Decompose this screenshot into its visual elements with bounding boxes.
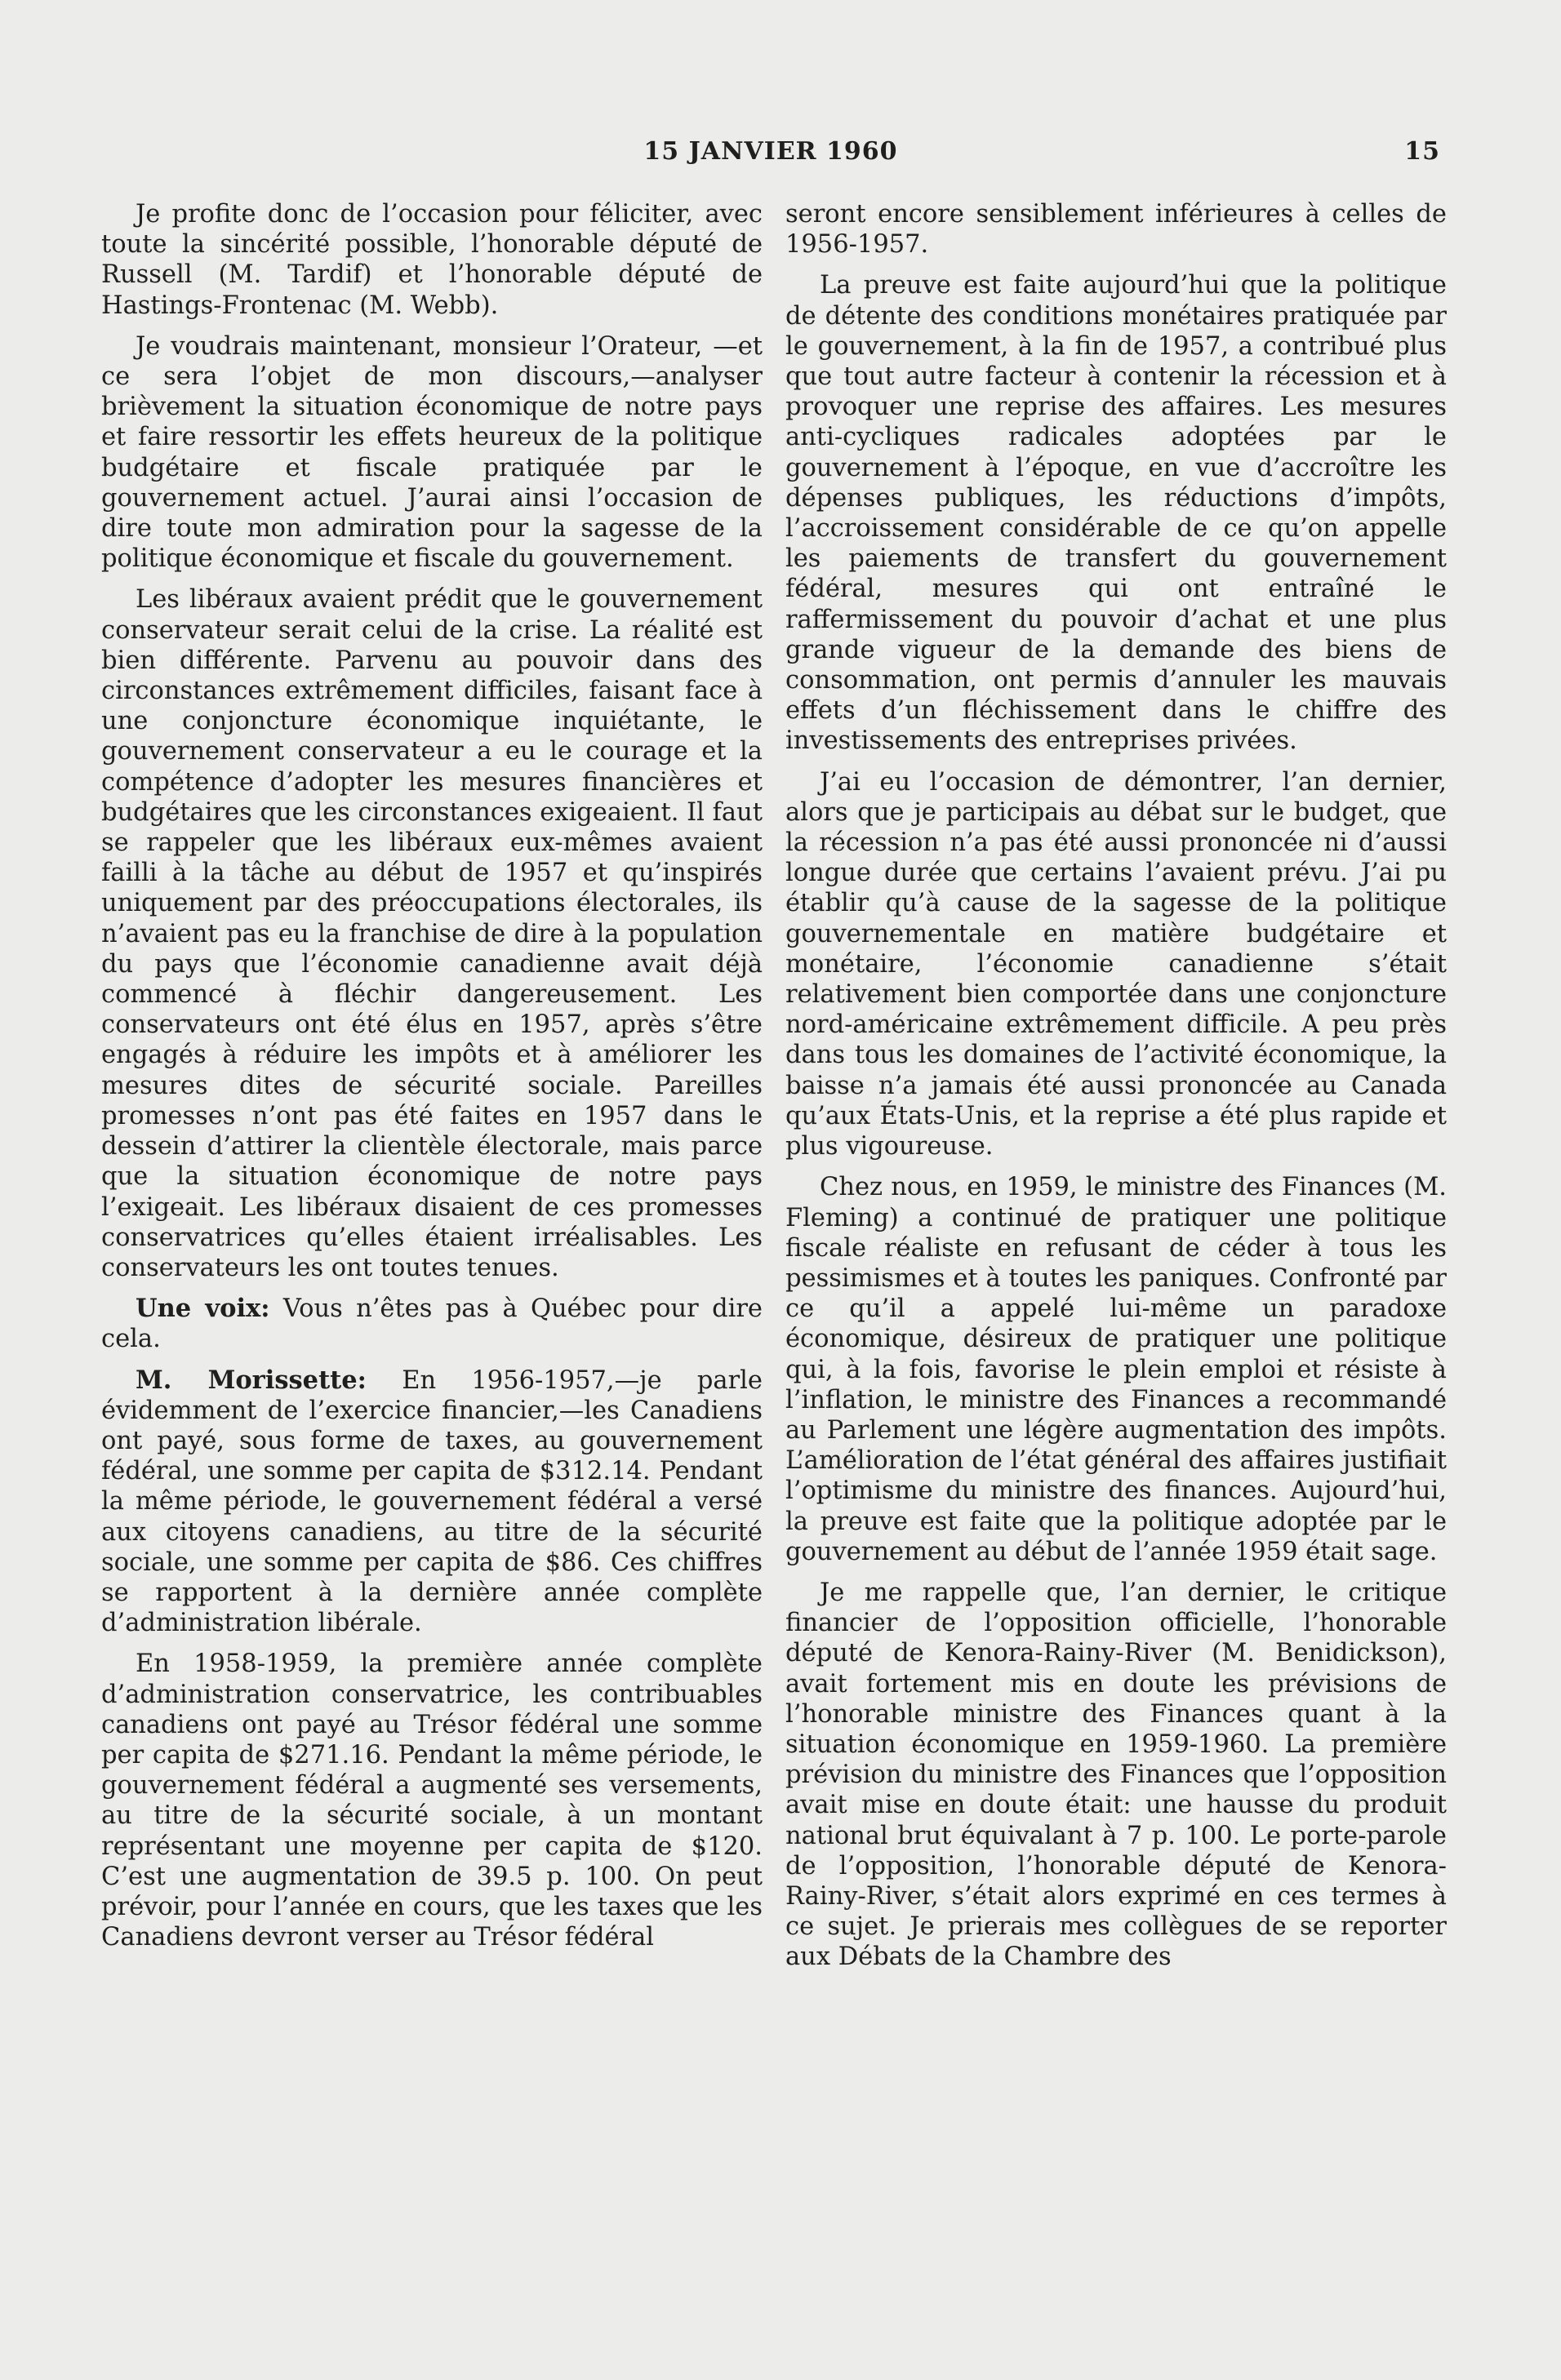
paragraph: Je profite donc de l’occasion pour féliciter, avec toute la sincérité possible, l’honorable député de Russell (M. Tardif) et l’honorable député de Hastings-Frontenac (M. Webb). xyxy=(101,200,763,320)
paragraph: La preuve est faite aujourd’hui que la politique de détente des conditions monétaires pratiquée par le gouvernement, à la fin de 1957, a contribué plus que tout autre facteur à contenir la récession et à provoquer une reprise des affaires. Les mesures anti-cycliques radicales adoptées par le gouvernement à l’époque, en vue d’accroître les dépenses publiques, les réductions d’impôts, l’accroissement considérable de ce qu’on appelle les paiements de transfert du gouvernement fédéral, mesures qui ont entraîné le raffermissement du pouvoir d’achat et une plus grande vigueur de la demande des biens de consommation, ont permis d’annuler les mauvais effets d’un fléchissement dans le chiffre des investissements des entreprises privées. xyxy=(785,271,1447,756)
paragraph: Je voudrais maintenant, monsieur l’Orateur, —et ce sera l’objet de mon discours,—analyser brièvement la situation économique de notre pays et faire ressortir les effets heureux de la politique budgétaire et fiscale pratiquée par le gouvernement actuel. J’aurai ainsi l’occasion de dire toute mon admiration pour la sagesse de la politique économique et fiscale du gouvernement. xyxy=(101,331,763,574)
paragraph: Je me rappelle que, l’an dernier, le critique financier de l’opposition officielle, l’honorable député de Kenora-Rainy-River (M. Benidickson), avait fortement mis en doute les prévisions de l’honorable ministre des Finances quant à la situation économique en 1959-1960. La première prévision du ministre des Finances que l’opposition avait mise en doute était: une hausse du produit national brut équivalant à 7 p. 100. Le porte-parole de l’opposition, l’honorable député de Kenora-Rainy-River, s’était alors exprimé en ces termes à ce sujet. Je prierais mes collègues de se reporter aux Débats de la Chambre des xyxy=(785,1578,1447,1972)
speaker-paragraph xyxy=(101,1294,763,1354)
speaker-name: Une voix: xyxy=(136,1294,270,1324)
page-header xyxy=(101,137,1440,178)
paragraph-continuation: seront encore sensiblement inférieures à celles de 1956-1957. xyxy=(785,200,1447,260)
speaker-paragraph xyxy=(101,1365,763,1639)
page-number: 15 xyxy=(1404,137,1440,166)
paragraph: J’ai eu l’occasion de démontrer, l’an dernier, alors que je participais au débat sur le budget, que la récession n’a pas été aussi prononcée ni d’aussi longue durée que certains l’avaient prévu. J’ai pu établir qu’à cause de la sagesse de la politique gouvernementale en matière budgétaire et monétaire, l’économie canadienne s’était relativement bien comportée dans une conjoncture nord-américaine extrêmement difficile. A peu près dans tous les domaines de l’activité économique, la baisse n’a jamais été aussi prononcée au Canada qu’aux États-Unis, et la reprise a été plus rapide et plus vigoureuse. xyxy=(785,767,1447,1161)
speech-text: Vous n’êtes pas à Québec pour dire cela. xyxy=(101,1294,763,1354)
paragraph: En 1958-1959, la première année complète d’administration conservatrice, les contribuables canadiens ont payé au Trésor fédéral une somme per capita de $271.16. Pendant la même période, le gouvernement fédéral a augmenté ses versements, au titre de la sécurité sociale, à un montant représentant une moyenne per capita de $120. C’est une augmentation de 39.5 p. 100. On peut prévoir, pour l’année en cours, que les taxes que les Canadiens devront verser au Trésor fédéral xyxy=(101,1650,763,1952)
paragraph: Chez nous, en 1959, le ministre des Finances (M. Fleming) a continué de pratiquer une politique fiscale réaliste en refusant de céder à tous les pessimismes et à toutes les paniques. Confronté par ce qu’il a appelé lui-même un paradoxe économique, désireux de pratiquer une politique qui, à la fois, favorise le plein emploi et résiste à l’inflation, le ministre des Finances a recommandé au Parlement une légère augmentation des impôts. L’amélioration de l’état général des affaires justifiait l’optimisme du ministre des finances. Aujourd’hui, la preuve est faite que la politique adoptée par le gouvernement au début de l’année 1959 était sage. xyxy=(785,1173,1447,1566)
speech-text: En 1956-1957,—je parle évidemment de l’exercice financier,—les Canadiens ont payé, sous forme de taxes, au gouvernement fédéral, une somme per capita de $312.14. Pendant la même période, le gouvernement fédéral a versé aux citoyens canadiens, au titre de la sécurité sociale, une somme per capita de $86. Ces chiffres se rapportent à la dernière année complète d’administration libérale. xyxy=(101,1365,763,1638)
speaker-name: M. Morissette: xyxy=(136,1365,367,1395)
left-column xyxy=(101,199,763,1963)
paragraph: Les libéraux avaient prédit que le gouvernement conservateur serait celui de la crise. La réalité est bien différente. Parvenu au pouvoir dans des circonstances extrêmement difficiles, faisant face à une conjoncture économique inquiétante, le gouvernement conservateur a eu le courage et la compétence d’adopter les mesures financières et budgétaires que les circonstances exigeaient. Il faut se rappeler que les libéraux eux-mêmes avaient failli à la tâche au début de 1957 et qu’inspirés uniquement par des préoccupations électorales, ils n’avaient pas eu la franchise de dire à la population du pays que l’économie canadienne avait déjà commencé à fléchir dangereusement. Les conservateurs ont été élus en 1957, après s’être engagés à réduire les impôts et à améliorer les mesures dites de sécurité sociale. Pareilles promesses n’ont pas été faites en 1957 dans le dessein d’attirer la clientèle électorale, mais parce que la situation économique de notre pays l’exigeait. Les libéraux disaient de ces promesses conservatrices qu’elles étaient irréalisables. Les conservateurs les ont toutes tenues. xyxy=(101,585,763,1282)
header-date: 15 JANVIER 1960 xyxy=(643,137,898,166)
right-column xyxy=(785,199,1447,1983)
